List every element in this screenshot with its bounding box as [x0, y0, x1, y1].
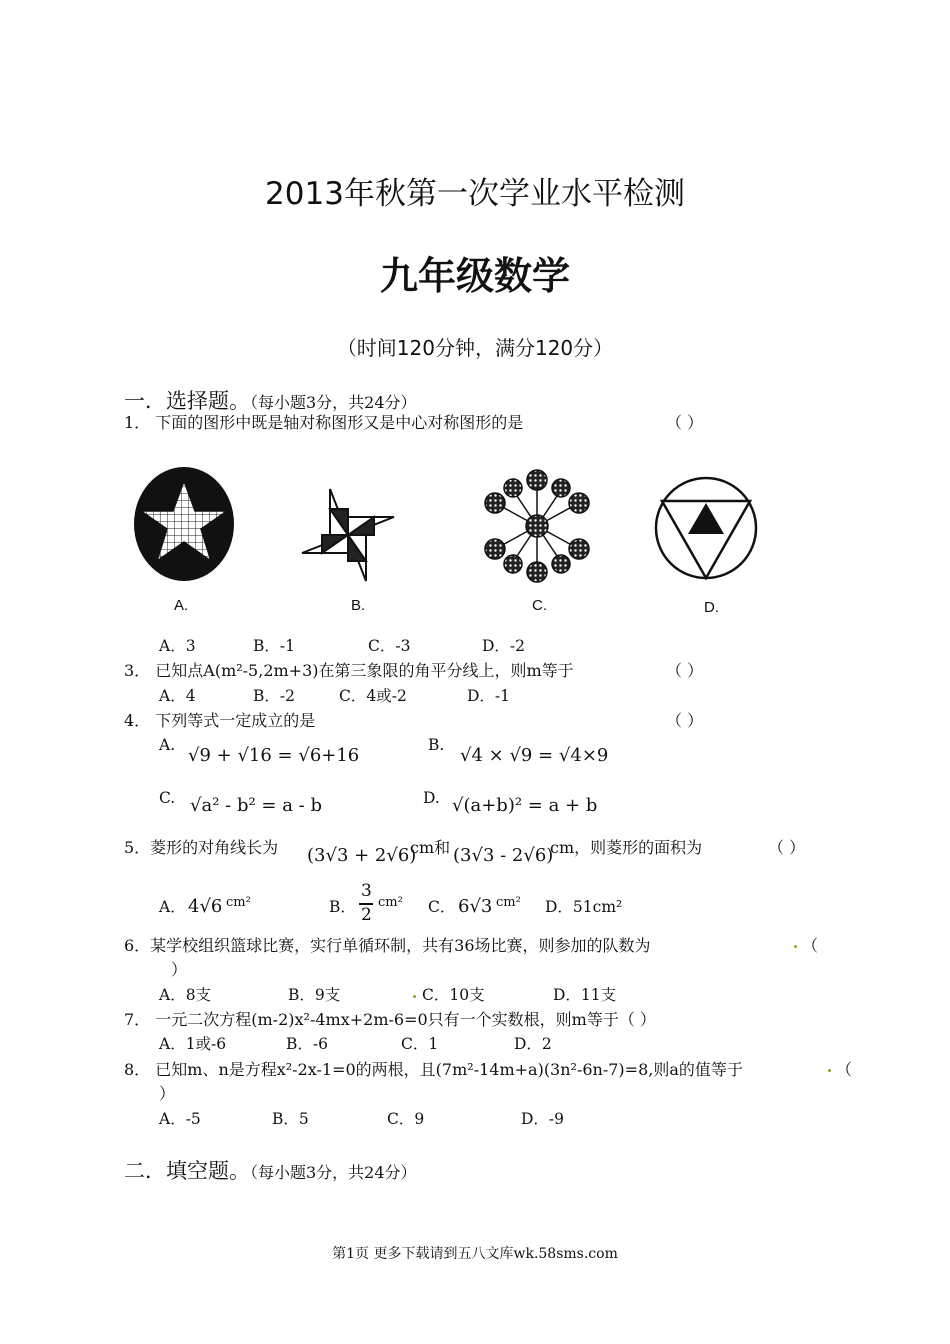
q3-option-b: B．-2: [253, 687, 295, 705]
q7-stem: 7． 一元二次方程(m-2)x²-4mx+2m-6=0只有一个实数根，则m等于（ ）: [124, 1010, 656, 1029]
subject-title: 九年级数学: [379, 253, 570, 298]
q7-option-c: C．1: [401, 1035, 439, 1053]
q5-expr-1: (3√3 + 2√6): [307, 845, 417, 866]
q5-option-c-unit: cm²: [496, 895, 521, 910]
figure-b-pinwheel: [300, 487, 396, 583]
stray-dot: [413, 995, 416, 998]
q5-option-b-label: B．: [329, 898, 356, 916]
q8-stem: 8． 已知m、n是方程x²-2x-1=0的两根，且(7m²-14m+a)(3n²-6n-7)=8,则a的值等于: [124, 1060, 743, 1079]
q4-paren: （ ）: [666, 711, 704, 730]
q8-paren-open: （: [836, 1060, 853, 1079]
q4-label-b: B.: [428, 736, 445, 754]
q4-expr-b: √4 × √9 = √4×9: [460, 745, 609, 766]
q5-option-d: D．51cm²: [545, 898, 623, 916]
q2-option-d: D．-2: [482, 637, 526, 655]
stray-dot: [794, 945, 797, 948]
q8-option-d: D．-9: [521, 1110, 565, 1128]
q2-option-b: B．-1: [253, 637, 295, 655]
q4-label-d: D.: [423, 789, 440, 807]
figure-a-label: A.: [174, 597, 189, 614]
exam-title: 2013年秋第一次学业水平检测: [265, 176, 685, 212]
section1-note: （每小题3分，共24分）: [250, 393, 417, 412]
q3-option-a: A．4: [159, 687, 196, 705]
q4-expr-d: √(a+b)² = a + b: [452, 795, 598, 816]
figure-c-label: C.: [532, 597, 547, 614]
q3-option-c: C．4或-2: [339, 687, 407, 705]
q3-option-d: D．-1: [467, 687, 511, 705]
q7-option-d: D．2: [514, 1035, 552, 1053]
q4-label-c: C.: [159, 789, 176, 807]
section2-heading: [124, 1155, 417, 1185]
q6-option-a: A．8支: [159, 986, 212, 1004]
q6-option-c: C．10支: [422, 986, 485, 1004]
q5-unit-and: cm和: [410, 838, 451, 857]
q5-option-b-num: 3: [361, 881, 372, 901]
q3-stem: 3． 已知点A(m²-5,2m+3)在第三象限的角平分线上，则m等于: [124, 661, 574, 680]
figure-c-flower: [483, 468, 591, 584]
q6-option-d: D．11支: [553, 986, 617, 1004]
figure-a-star: [132, 465, 236, 583]
q2-option-a: A．3: [159, 637, 196, 655]
q5-option-b-unit: cm²: [378, 895, 403, 910]
stray-dot: [828, 1069, 831, 1072]
q5-option-c-expr: 6√3: [458, 896, 493, 917]
q6-option-b: B．9支: [288, 986, 341, 1004]
q5-option-a-unit: cm²: [226, 895, 251, 910]
q4-stem: 4． 下列等式一定成立的是: [124, 711, 316, 730]
section2-title: 二．填空题。: [124, 1159, 250, 1183]
q5-option-a-label: A．: [159, 898, 186, 916]
q2-option-c: C．-3: [368, 637, 411, 655]
q5-paren: （ ）: [768, 838, 806, 857]
q3-paren: （ ）: [666, 661, 704, 680]
q5-option-c-label: C．: [428, 898, 456, 916]
q6-paren-open: （: [802, 936, 819, 955]
section2-note: （每小题3分，共24分）: [250, 1163, 417, 1182]
q8-paren-close: ）: [159, 1084, 176, 1103]
q5-stem-b: cm，则菱形的面积为: [550, 838, 703, 857]
q4-expr-a: √9 + √16 = √6+16: [188, 745, 360, 766]
q5-option-a-expr: 4√6: [188, 896, 223, 917]
q6-paren-close: ）: [171, 960, 188, 979]
q8-option-a: A．-5: [159, 1110, 201, 1128]
q5-expr-2: (3√3 - 2√6): [453, 845, 554, 866]
q1-paren: （ ）: [666, 413, 704, 432]
q4-label-a: A.: [159, 736, 176, 754]
q1-stem: 1． 下面的图形中既是轴对称图形又是中心对称图形的是: [124, 413, 524, 432]
figure-d-label: D.: [704, 599, 719, 616]
q4-expr-c: √a² - b² = a - b: [190, 795, 322, 816]
q5-option-b-den: 2: [361, 905, 372, 925]
q6-stem: 6．某学校组织篮球比赛，实行单循环制，共有36场比赛，则参加的队数为: [124, 936, 651, 955]
section1-title: 一．选择题。: [124, 389, 250, 413]
q8-option-b: B．5: [272, 1110, 309, 1128]
time-note: （时间120分钟，满分120分）: [336, 336, 614, 360]
q7-option-a: A．1或-6: [159, 1035, 227, 1053]
figure-d-triangle: [654, 470, 758, 582]
q5-stem-a: 5．菱形的对角线长为: [124, 838, 279, 857]
q8-option-c: C．9: [387, 1110, 425, 1128]
q7-option-b: B．-6: [286, 1035, 328, 1053]
figure-b-label: B.: [351, 597, 366, 614]
page-footer: 第1页 更多下载请到五八文库wk.58sms.com: [332, 1246, 618, 1262]
